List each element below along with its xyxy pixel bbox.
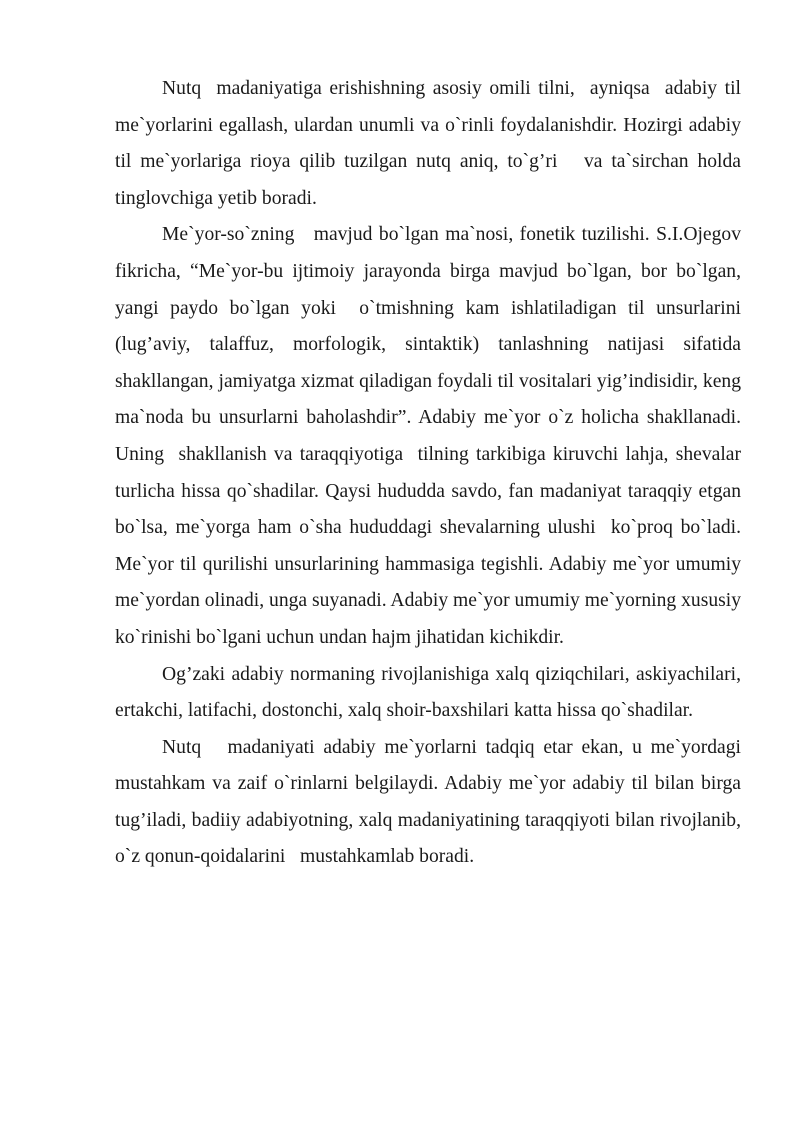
- body-text: [115, 71, 746, 876]
- paragraph-3-text: Og’zaki adabiy normaning rivojlanishiga xalq qiziqchilari, askiyachilari, ertakchi, latifachi, dostonchi, xalq shoir-baxshilari katta hissa qo`shadilar.: [115, 663, 746, 722]
- paragraph-2-text: Me`yor-so`zning mavjud bo`lgan ma`nosi, fonetik tuzilishi. S.I.Ojegov fikricha, “Me`yor-bu ijtimoiy jarayonda birga mavjud bo`lgan, bor bo`lgan, yangi paydo bo`lgan yoki o`tmishning kam ishlatiladigan til unsurlarini (lug’aviy, talaffuz, morfologik, sintaktik) tanlashning natijasi sifatida shakllangan, jamiyatga xizmat qiladigan foydali til vositalari yig’indisidir, keng ma`noda bu unsurlarni baholashdir”. Adabiy me`yor o`z holicha shakllanadi. Uning shakllanish va taraqqiyotiga tilning tarkibiga kiruvchi lahja, shevalar turlicha hissa qo`shadilar. Qaysi hududda savdo, fan madaniyat taraqqiy etgan bo`lsa, me`yorga ham o`sha hududdagi shevalarning ulushi ko`proq bo`ladi. Me`yor til qurilishi unsurlarining hammasiga tegishli. Adabiy me`yor umumiy me`yordan olinadi, unga suyanadi. Adabiy me`yor umumiy me`yorning xususiy ko`rinishi bo`lgani uchun undan hajm jihatidan kichikdir.: [115, 224, 746, 648]
- paragraph-4-text: Nutq madaniyati adabiy me`yorlarni tadqiq etar ekan, u me`yordagi mustahkam va zaif o`rinlarni belgilaydi. Adabiy me`yor adabiy til bilan birga tug’iladi, badiiy adabiyotning, xalq madaniyatining taraqqiyoti bilan rivojlanib, o`z qonun-qoidalarini mustahkamlab boradi.: [115, 736, 746, 868]
- paragraph-4: [115, 730, 746, 876]
- paragraph-2: [115, 217, 746, 656]
- paragraph-1: [115, 71, 746, 217]
- paragraph-1-text: Nutq madaniyatiga erishishning asosiy omili tilni, ayniqsa adabiy til me`yorlarini egallash, ulardan unumli va o`rinli foydalanishdir. Hozirgi adabiy til me`yorlariga rioya qilib tuzilgan nutq aniq, to`g’ri va ta`sirchan holda tinglovchiga yetib boradi.: [115, 78, 746, 209]
- paragraph-3: [115, 657, 746, 730]
